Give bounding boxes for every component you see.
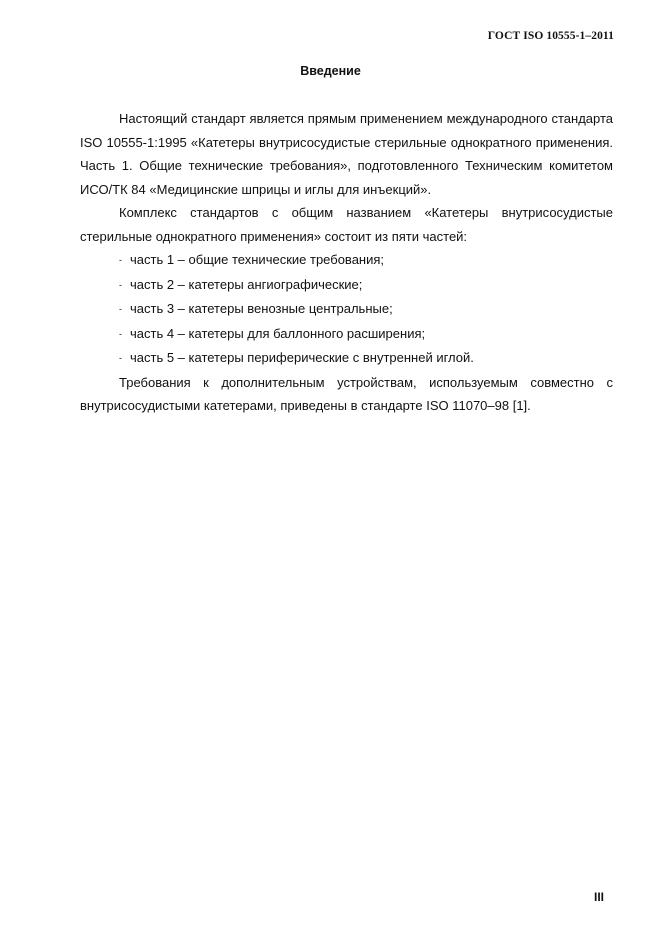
list-item xyxy=(80,322,613,347)
closing-paragraph: Требования к дополнительным устройствам, используемым совместно с внутрисосудистыми катетерами, приведены в стандарте ISO 11070–98 [1]. xyxy=(80,374,613,413)
section-title: Введение xyxy=(300,64,361,78)
list-item xyxy=(80,273,613,298)
list-item-text: часть 4 – катетеры для баллонного расширения; xyxy=(130,325,426,341)
list-bullet: - xyxy=(119,255,122,265)
list-item xyxy=(80,248,613,273)
list-bullet: - xyxy=(119,304,122,314)
list-item xyxy=(80,346,613,371)
list-item-text: часть 2 – катетеры ангиографические; xyxy=(130,276,363,292)
series-paragraph: Комплекс стандартов с общим названием «Катетеры внутрисосудистые стерильные однократного применения» состоит из пяти частей: xyxy=(80,205,613,244)
list-bullet: - xyxy=(119,353,122,363)
list-item xyxy=(80,297,613,322)
page-number: III xyxy=(593,890,604,904)
document-code-header: ГОСТ ISO 10555-1–2011 xyxy=(487,30,614,42)
list-item-text: часть 5 – катетеры периферические с внутренней иглой. xyxy=(130,350,474,365)
list-bullet: - xyxy=(119,328,122,339)
intro-paragraph: Настоящий стандарт является прямым применением международного стандарта ISO 10555-1:1995 «Катетеры внутрисосудистые стерильные однократного применения. Часть 1. Общие технические требования», подготовленного Техническим комитетом ИСО/ТК 84 «Медицинские шприцы и иглы для инъекций». xyxy=(80,111,613,197)
list-item-text: часть 1 – общие технические требования; xyxy=(130,252,385,267)
list-item-text: часть 3 – катетеры венозные центральные; xyxy=(130,301,393,316)
list-bullet: - xyxy=(119,279,122,290)
parts-list xyxy=(80,248,613,371)
document-body xyxy=(80,107,613,418)
